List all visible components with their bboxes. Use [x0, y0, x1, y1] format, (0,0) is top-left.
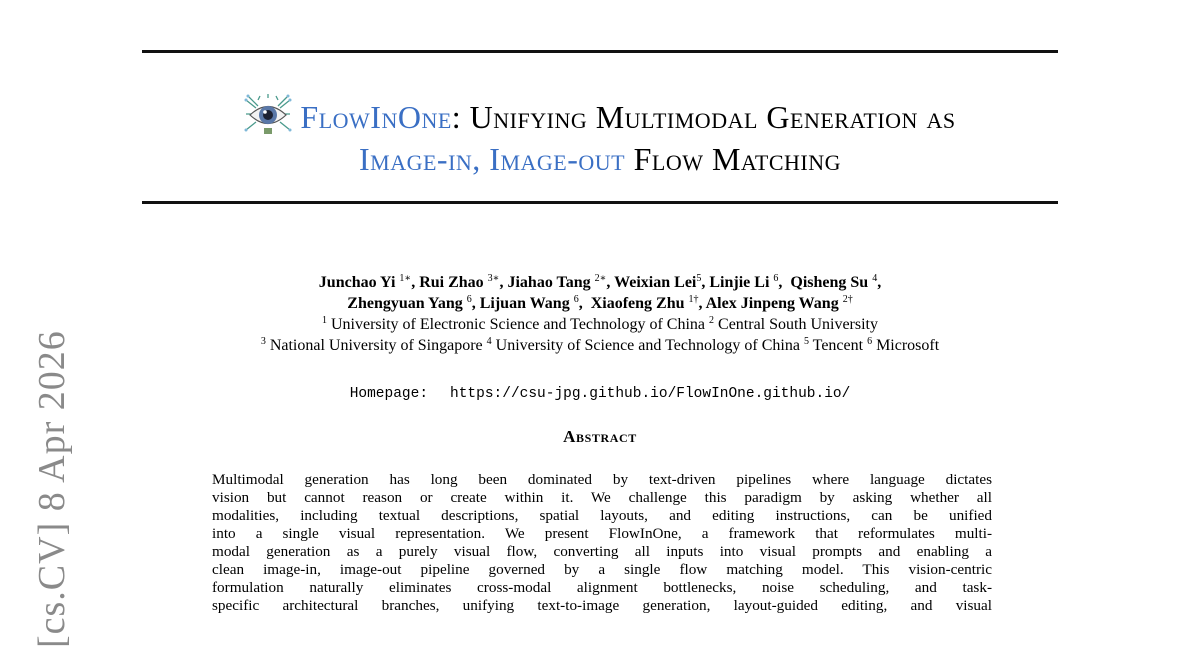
- author-affiliation-marker: 4: [872, 273, 878, 284]
- authors-line-1: Junchao Yi $^{1∗}$, Rui Zhao $^{3∗}$, Jiahao Tang $^{2∗}$, Weixian Lei$^5$, Linjie Li $^6$, Qisheng Su $^4$,: [318, 273, 882, 291]
- homepage-label: Homepage:: [349, 386, 429, 402]
- eye-circuit-logo-icon: [244, 94, 292, 138]
- author-affiliation-marker: 1∗: [399, 273, 412, 284]
- title-subtitle-part-1: : Unifying Multimodal Generation as: [451, 99, 956, 135]
- author-name: Zhengyuan Yang: [347, 295, 463, 312]
- title-line-2: [142, 138, 1058, 180]
- affiliation-name: Central South University: [718, 316, 878, 333]
- affiliation-marker: 1: [321, 315, 327, 326]
- affiliation-marker: 6: [867, 336, 873, 347]
- author-name: Linjie Li: [709, 274, 770, 291]
- abstract-body: [212, 471, 992, 615]
- abstract-line: modal generation as a purely visual flow, converting all inputs into visual prompts and enabling a: [212, 543, 992, 560]
- author-affiliation-marker: 2∗: [594, 273, 607, 284]
- homepage-line: [142, 386, 1058, 402]
- author-affiliation-marker: 6: [773, 273, 779, 284]
- abstract-line: Multimodal generation has long been dominated by text-driven pipelines where language dictates: [212, 471, 992, 488]
- author-name: Jiahao Tang: [507, 274, 591, 291]
- author-name: Junchao Yi: [318, 274, 396, 291]
- abstract-line: clean image-in, image-out pipeline governed by a single flow matching model. This vision-centric: [212, 561, 992, 578]
- affiliations-line-1: [142, 314, 1058, 335]
- arxiv-identifier-stamp: [cs.CV] 8 Apr 2026: [31, 330, 73, 648]
- affiliation-marker: 3: [260, 336, 266, 347]
- paper-title: [142, 94, 1058, 180]
- affiliation-name: University of Electronic Science and Technology of China: [330, 316, 706, 333]
- homepage-url-link[interactable]: https://csu-jpg.github.io/FlowInOne.github.io/: [450, 386, 851, 402]
- author-affiliation-marker: 1†: [688, 294, 699, 305]
- author-affiliation-marker: 3∗: [487, 273, 500, 284]
- affiliation-name: Microsoft: [876, 337, 940, 354]
- author-name: Alex Jinpeng Wang: [705, 295, 839, 312]
- title-top-rule: [142, 50, 1058, 53]
- affiliation-marker: 4: [486, 336, 492, 347]
- abstract-line: formulation naturally eliminates cross-modal alignment bottlenecks, noise scheduling, and task-: [212, 579, 992, 596]
- title-line-1: [142, 94, 1058, 138]
- author-affiliation-marker: 5: [696, 273, 702, 284]
- abstract-line: into a single visual representation. We present FlowInOne, a framework that reformulates multi-: [212, 525, 992, 542]
- affiliation-name: Tencent: [812, 337, 864, 354]
- abstract-line: specific architectural branches, unifying text-to-image generation, layout-guided editing, and visual: [212, 597, 992, 614]
- author-affiliation-marker: 6: [573, 294, 579, 305]
- abstract-line: vision but cannot reason or create within it. We challenge this paradigm by asking whether all: [212, 489, 992, 506]
- title-subtitle-part-2: Flow Matching: [625, 141, 841, 177]
- author-name: Rui Zhao: [419, 274, 484, 291]
- affiliation-name: National University of Singapore: [269, 337, 483, 354]
- title-bottom-rule: [142, 201, 1058, 204]
- authors-line-2: Zhengyuan Yang $^6$, Lijuan Wang $^6$, Xiaofeng Zhu $^{1\dagger}$, Alex Jinpeng Wang $^{2\dagger}$: [347, 294, 853, 312]
- affiliation-marker: 5: [803, 336, 809, 347]
- title-highlight-phrase: Image-in, Image-out: [358, 141, 626, 177]
- author-name: Lijuan Wang: [479, 295, 570, 312]
- author-name: Xiaofeng Zhu: [590, 295, 685, 312]
- abstract-heading: Abstract: [563, 427, 637, 446]
- title-project-name: FlowInOne: [300, 99, 452, 135]
- affiliation-name: University of Science and Technology of China: [495, 337, 800, 354]
- abstract-line: modalities, including textual descriptions, spatial layouts, and editing instructions, can be unified: [212, 507, 992, 524]
- author-affiliation-marker: 6: [466, 294, 472, 305]
- author-name: Weixian Lei: [614, 274, 697, 291]
- author-name: Qisheng Su: [790, 274, 869, 291]
- affiliations-line-2: [142, 335, 1058, 356]
- author-affiliation-marker: 2†: [842, 294, 853, 305]
- authors-block: [142, 272, 1058, 356]
- affiliation-marker: 2: [709, 315, 715, 326]
